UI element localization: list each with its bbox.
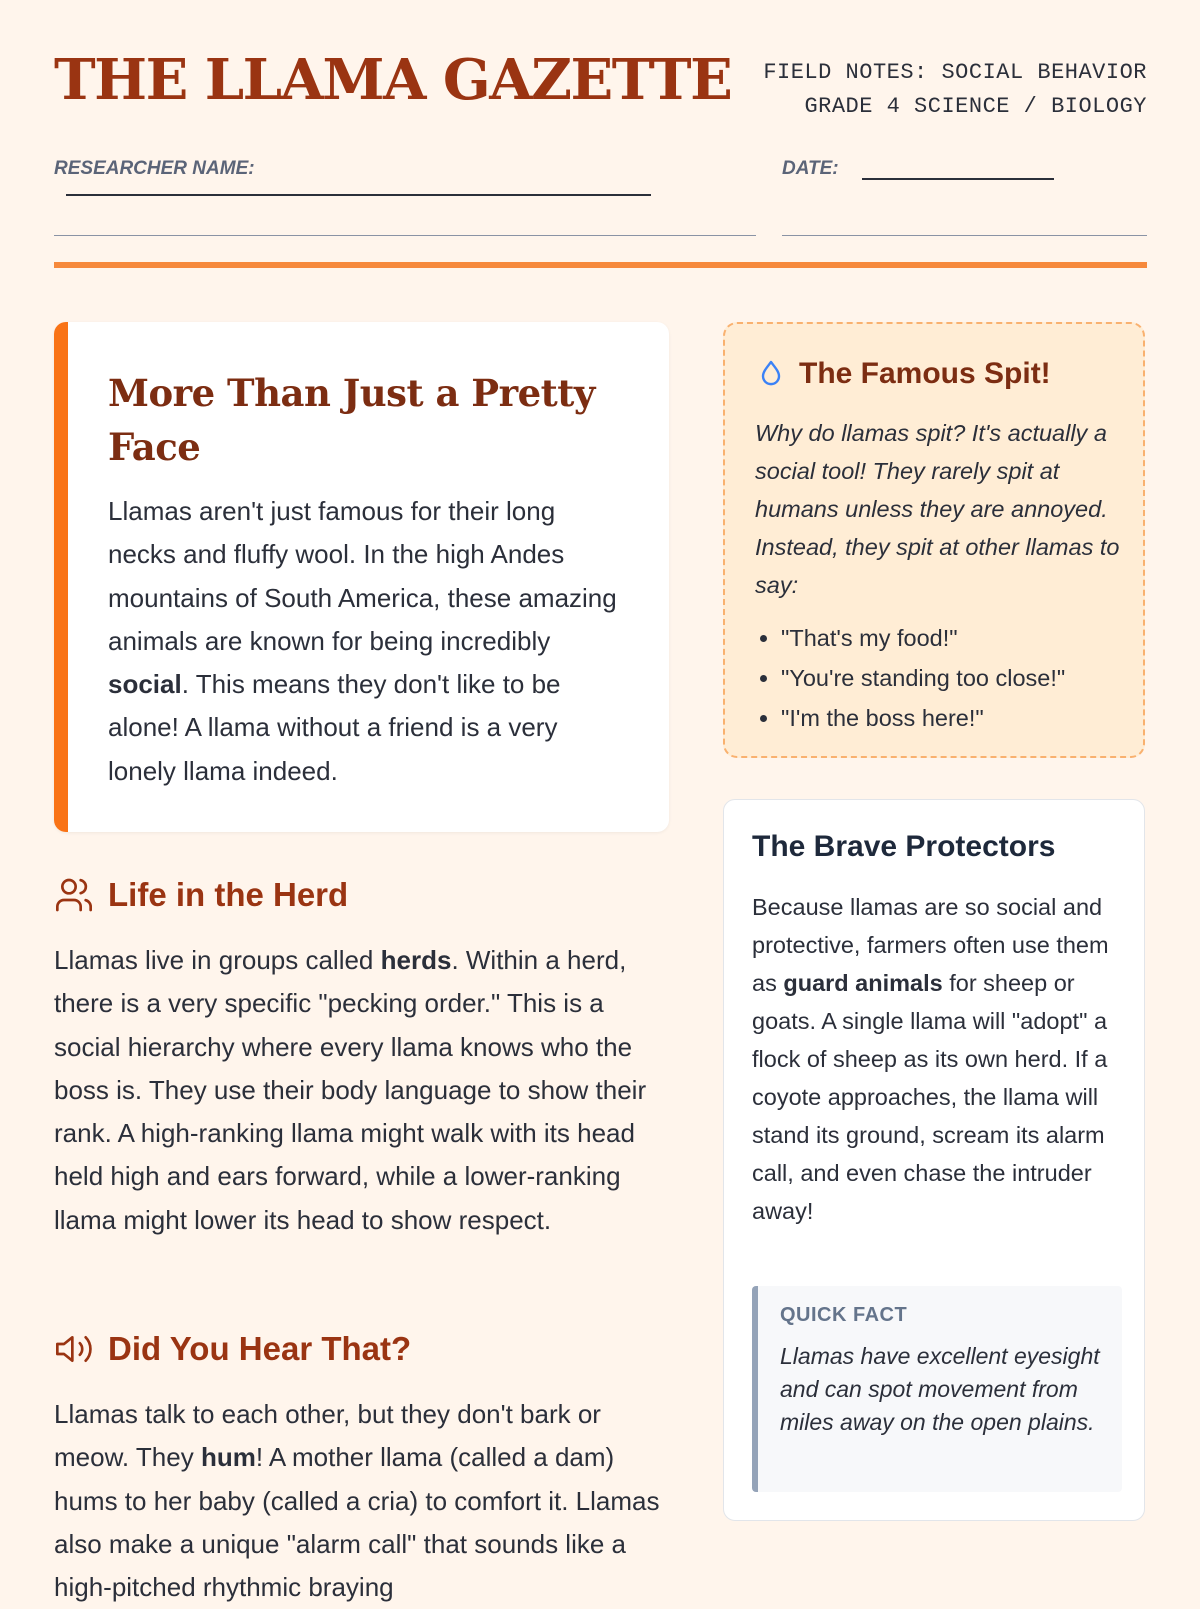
spit-heading: The Famous Spit! [799, 357, 1051, 390]
hear-text [54, 1393, 669, 1609]
researcher-name-label: RESEARCHER NAME: [54, 158, 255, 179]
spit-callout [723, 322, 1145, 758]
herd-text-a: Llamas live in groups called [54, 945, 381, 975]
quick-fact-text: Llamas have excellent eyesight and can spot movement from miles away on the open plains. [780, 1343, 1100, 1435]
protectors-card [723, 799, 1145, 1521]
field-notes-heading [763, 56, 1147, 124]
spit-list [755, 618, 1065, 738]
quick-fact-label: QUICK FACT [780, 1304, 908, 1326]
hear-text-bold: hum [200, 1442, 256, 1473]
researcher-name-field[interactable] [54, 158, 756, 236]
field-notes-line: FIELD NOTES: SOCIAL BEHAVIOR [763, 60, 1147, 85]
intro-card [54, 322, 669, 832]
spit-intro: Why do llamas spit? It's actually a social tool! They rarely spit at humans unless they are annoyed. Instead, they spit at other llamas to say: [755, 420, 1120, 598]
hear-section-heading [54, 1329, 411, 1369]
grade-line: GRADE 4 SCIENCE / BIOLOGY [804, 94, 1147, 119]
researcher-name-blank[interactable] [66, 194, 651, 196]
herd-heading: Life in the Herd [108, 876, 349, 913]
herd-text-b: . Within a herd, there is a very specific "pecking order." This is a social hierarchy where every llama knows who the boss is. They use their body language to show their rank. A high-ranking llama might walk with its head held high and ears forward, while a lower-ranking llama might lower its head to show respect. [54, 945, 647, 1235]
spit-title-row [755, 356, 1051, 392]
spit-list-item: • "That's my food!" [781, 618, 1065, 658]
intro-text [108, 490, 628, 793]
herd-text [54, 939, 669, 1242]
intro-text-b: . This means they don't like to be alone! A llama without a friend is a very lonely llama indeed. [108, 669, 561, 786]
worksheet-page [54, 0, 1147, 1603]
date-label: DATE: [782, 158, 839, 179]
intro-heading: More Than Just a Pretty Face [108, 371, 595, 469]
protectors-heading: The Brave Protectors [752, 830, 1056, 863]
protectors-text-b: for sheep or goats. A single llama will "adopt" a flock of sheep as its own herd. If a coyote approaches, the llama will stand its ground, scream its alarm call, and even chase the intruder away! [752, 970, 1108, 1224]
intro-text-bold: social [108, 669, 182, 700]
users-icon [54, 875, 94, 915]
protectors-text-a: Because llamas are so social and protective, farmers often use them as [752, 894, 1109, 996]
hear-heading: Did You Hear That? [108, 1330, 412, 1367]
date-blank[interactable] [862, 178, 1054, 180]
protectors-text-bold: guard animals [783, 970, 943, 996]
speaker-icon [54, 1329, 94, 1369]
header-divider [54, 262, 1147, 268]
herd-section-heading [54, 875, 348, 915]
hear-text-a: Llamas talk to each other, but they don't bark or meow. They [54, 1399, 601, 1473]
herd-text-bold: herds [380, 945, 452, 975]
intro-accent-bar [54, 322, 68, 832]
date-field[interactable] [782, 158, 1147, 236]
hear-text-b: ! A mother llama (called a dam) hums to her baby (called a cria) to comfort it. Llamas also make a unique "alarm call" that sounds like a high-pitched rhythmic braying [54, 1442, 660, 1603]
masthead-title: THE LLAMA GAZETTE [54, 47, 732, 113]
quick-fact-box [752, 1286, 1122, 1492]
spit-list-item: • "I'm the boss here!" [781, 698, 1065, 738]
intro-text-a: Llamas aren't just famous for their long necks and fluffy wool. In the high Andes mountains of South America, these amazing animals are known for being incredibly [108, 496, 617, 656]
spit-list-item: • "You're standing too close!" [781, 658, 1065, 698]
protectors-text [752, 888, 1124, 1230]
droplet-icon [755, 356, 787, 392]
